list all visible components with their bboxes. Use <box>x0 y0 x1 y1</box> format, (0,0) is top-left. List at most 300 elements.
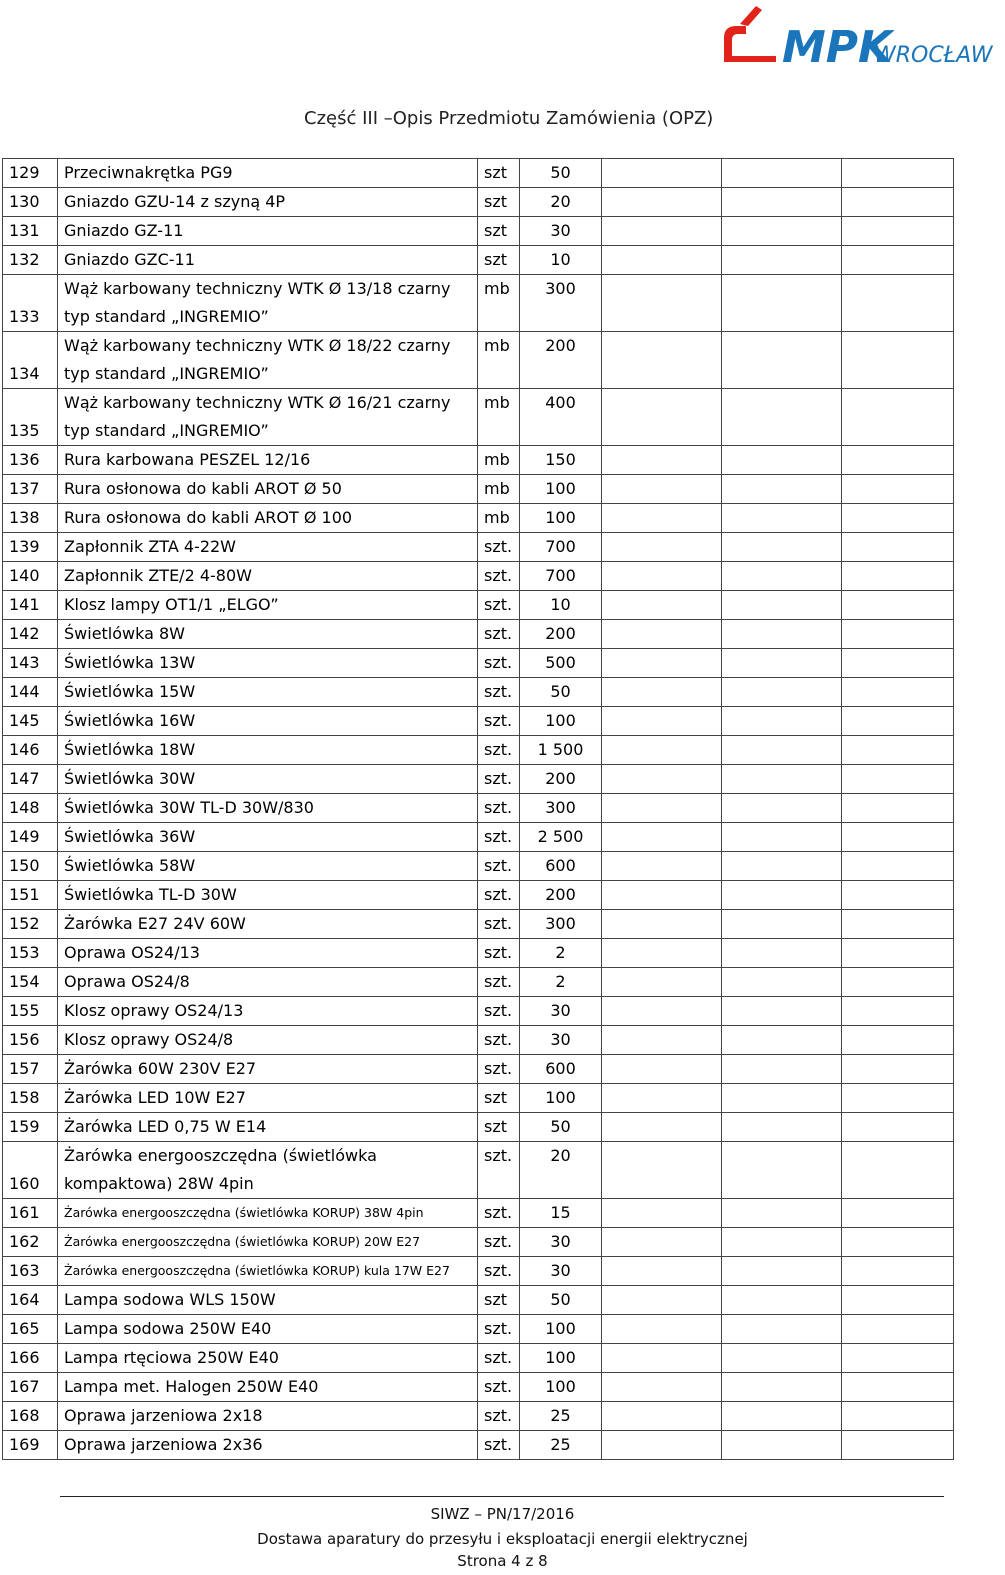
item-name-line: Oprawa OS24/13 <box>64 943 200 962</box>
item-name <box>58 1257 478 1286</box>
item-name-line: Zapłonnik ZTA 4-22W <box>64 537 236 556</box>
table-row <box>3 794 954 823</box>
table-row <box>3 997 954 1026</box>
item-name <box>58 649 478 678</box>
empty-cell <box>842 188 954 217</box>
item-quantity: 25 <box>520 1431 602 1460</box>
table-row <box>3 332 954 389</box>
empty-cell <box>602 1026 722 1055</box>
table-row <box>3 939 954 968</box>
item-name <box>58 1142 478 1199</box>
row-number: 138 <box>3 504 58 533</box>
item-name <box>58 1344 478 1373</box>
empty-cell <box>722 217 842 246</box>
empty-cell <box>602 1142 722 1199</box>
table-row <box>3 1228 954 1257</box>
empty-cell <box>842 736 954 765</box>
empty-cell <box>602 1228 722 1257</box>
empty-cell <box>722 997 842 1026</box>
table-row <box>3 765 954 794</box>
item-name <box>58 1113 478 1142</box>
item-unit: szt. <box>478 1315 520 1344</box>
item-quantity: 200 <box>520 620 602 649</box>
item-unit: szt <box>478 1084 520 1113</box>
item-name-line: Świetlówka 58W <box>64 856 196 875</box>
row-number: 169 <box>3 1431 58 1460</box>
table-row <box>3 188 954 217</box>
empty-cell <box>722 794 842 823</box>
item-unit: szt. <box>478 1431 520 1460</box>
item-name <box>58 794 478 823</box>
empty-cell <box>602 533 722 562</box>
item-quantity: 30 <box>520 1228 602 1257</box>
empty-cell <box>722 1084 842 1113</box>
item-unit: szt. <box>478 620 520 649</box>
item-name <box>58 1055 478 1084</box>
empty-cell <box>722 246 842 275</box>
item-name <box>58 275 478 332</box>
empty-cell <box>602 852 722 881</box>
table-row <box>3 1431 954 1460</box>
empty-cell <box>722 475 842 504</box>
table-row <box>3 736 954 765</box>
empty-cell <box>842 852 954 881</box>
item-name-line: Żarówka E27 24V 60W <box>64 914 246 933</box>
empty-cell <box>722 275 842 332</box>
item-quantity: 400 <box>520 389 602 446</box>
empty-cell <box>602 275 722 332</box>
empty-cell <box>722 1315 842 1344</box>
empty-cell <box>722 1142 842 1199</box>
item-quantity: 200 <box>520 765 602 794</box>
row-number: 131 <box>3 217 58 246</box>
item-name <box>58 1286 478 1315</box>
item-name-line: Świetlówka 18W <box>64 740 196 759</box>
item-name <box>58 332 478 389</box>
row-number: 162 <box>3 1228 58 1257</box>
item-quantity: 600 <box>520 852 602 881</box>
item-unit: szt. <box>478 1199 520 1228</box>
item-name-line: typ standard „INGREMIO” <box>64 364 269 383</box>
row-number: 165 <box>3 1315 58 1344</box>
empty-cell <box>602 794 722 823</box>
table-row <box>3 823 954 852</box>
item-name <box>58 997 478 1026</box>
table-row <box>3 1344 954 1373</box>
item-unit: szt. <box>478 997 520 1026</box>
empty-cell <box>602 504 722 533</box>
item-quantity: 100 <box>520 1315 602 1344</box>
empty-cell <box>602 910 722 939</box>
item-unit: szt. <box>478 1373 520 1402</box>
item-name <box>58 1315 478 1344</box>
empty-cell <box>602 620 722 649</box>
item-unit: mb <box>478 446 520 475</box>
item-unit: szt. <box>478 852 520 881</box>
empty-cell <box>722 1026 842 1055</box>
row-number: 133 <box>3 275 58 332</box>
item-unit: szt <box>478 159 520 188</box>
empty-cell <box>842 997 954 1026</box>
item-unit: szt. <box>478 562 520 591</box>
empty-cell <box>602 765 722 794</box>
table-row <box>3 649 954 678</box>
item-quantity: 100 <box>520 1084 602 1113</box>
item-name-line: Rura karbowana PESZEL 12/16 <box>64 450 311 469</box>
empty-cell <box>722 1199 842 1228</box>
empty-cell <box>842 475 954 504</box>
table-row <box>3 446 954 475</box>
row-number: 139 <box>3 533 58 562</box>
empty-cell <box>842 1402 954 1431</box>
empty-cell <box>722 1228 842 1257</box>
row-number: 167 <box>3 1373 58 1402</box>
item-name <box>58 246 478 275</box>
item-name-line: Wąż karbowany techniczny WTK Ø 18/22 czarny <box>64 336 451 355</box>
empty-cell <box>602 881 722 910</box>
table-row <box>3 159 954 188</box>
item-quantity: 150 <box>520 446 602 475</box>
row-number: 152 <box>3 910 58 939</box>
empty-cell <box>842 504 954 533</box>
item-name-line: Gniazdo GZC-11 <box>64 250 195 269</box>
table-row <box>3 591 954 620</box>
item-name <box>58 389 478 446</box>
empty-cell <box>602 332 722 389</box>
item-unit: szt <box>478 188 520 217</box>
empty-cell <box>842 1199 954 1228</box>
item-name-line: Zapłonnik ZTE/2 4-80W <box>64 566 252 585</box>
item-unit: szt. <box>478 939 520 968</box>
item-quantity: 2 <box>520 968 602 997</box>
item-unit: szt. <box>478 1402 520 1431</box>
empty-cell <box>842 389 954 446</box>
empty-cell <box>602 1113 722 1142</box>
empty-cell <box>842 678 954 707</box>
item-unit: szt. <box>478 1257 520 1286</box>
empty-cell <box>842 275 954 332</box>
empty-cell <box>722 159 842 188</box>
empty-cell <box>842 1228 954 1257</box>
item-name-line: Wąż karbowany techniczny WTK Ø 16/21 czarny <box>64 393 451 412</box>
table-row <box>3 1055 954 1084</box>
row-number: 168 <box>3 1402 58 1431</box>
row-number: 130 <box>3 188 58 217</box>
item-name-line: Żarówka energooszczędna (świetlówka KORUP) 20W E27 <box>64 1234 421 1249</box>
item-name-line: Świetlówka 30W TL-D 30W/830 <box>64 798 314 817</box>
item-unit: mb <box>478 275 520 332</box>
empty-cell <box>722 446 842 475</box>
footer-page-number: Strona 4 z 8 <box>457 1552 548 1570</box>
item-unit: mb <box>478 475 520 504</box>
item-unit: szt. <box>478 1055 520 1084</box>
empty-cell <box>602 823 722 852</box>
item-name-line: Klosz oprawy OS24/8 <box>64 1030 234 1049</box>
row-number: 137 <box>3 475 58 504</box>
empty-cell <box>722 1286 842 1315</box>
empty-cell <box>842 246 954 275</box>
item-unit: szt <box>478 246 520 275</box>
item-unit: mb <box>478 332 520 389</box>
empty-cell <box>722 910 842 939</box>
empty-cell <box>722 1402 842 1431</box>
item-quantity: 700 <box>520 533 602 562</box>
empty-cell <box>842 765 954 794</box>
empty-cell <box>722 823 842 852</box>
item-name <box>58 188 478 217</box>
empty-cell <box>842 159 954 188</box>
empty-cell <box>722 562 842 591</box>
empty-cell <box>842 1055 954 1084</box>
item-quantity: 100 <box>520 475 602 504</box>
empty-cell <box>722 188 842 217</box>
table-row <box>3 968 954 997</box>
item-unit: szt. <box>478 678 520 707</box>
empty-cell <box>602 707 722 736</box>
empty-cell <box>842 446 954 475</box>
empty-cell <box>842 794 954 823</box>
row-number: 146 <box>3 736 58 765</box>
empty-cell <box>842 1315 954 1344</box>
item-name-line: Świetlówka 16W <box>64 711 196 730</box>
empty-cell <box>602 159 722 188</box>
empty-cell <box>602 1257 722 1286</box>
empty-cell <box>842 939 954 968</box>
row-number: 145 <box>3 707 58 736</box>
empty-cell <box>602 591 722 620</box>
row-number: 158 <box>3 1084 58 1113</box>
empty-cell <box>842 968 954 997</box>
empty-cell <box>842 1257 954 1286</box>
item-quantity: 10 <box>520 246 602 275</box>
item-unit: szt. <box>478 910 520 939</box>
item-quantity: 10 <box>520 591 602 620</box>
item-name <box>58 852 478 881</box>
item-quantity: 200 <box>520 881 602 910</box>
item-name-line: Lampa met. Halogen 250W E40 <box>64 1377 319 1396</box>
table-row <box>3 475 954 504</box>
item-quantity: 50 <box>520 1286 602 1315</box>
item-name <box>58 939 478 968</box>
row-number: 142 <box>3 620 58 649</box>
item-name-line: kompaktowa) 28W 4pin <box>64 1174 254 1193</box>
table-row <box>3 389 954 446</box>
empty-cell <box>722 736 842 765</box>
item-quantity: 50 <box>520 1113 602 1142</box>
item-name-line: Żarówka energooszczędna (świetlówka <box>64 1146 377 1165</box>
empty-cell <box>722 939 842 968</box>
empty-cell <box>602 1286 722 1315</box>
empty-cell <box>842 881 954 910</box>
table-row <box>3 1402 954 1431</box>
table-row <box>3 620 954 649</box>
item-name-line: Świetlówka 36W <box>64 827 196 846</box>
empty-cell <box>602 939 722 968</box>
item-name-line: Gniazdo GZU-14 z szyną 4P <box>64 192 286 211</box>
row-number: 149 <box>3 823 58 852</box>
item-unit: szt. <box>478 649 520 678</box>
item-name-line: Lampa rtęciowa 250W E40 <box>64 1348 279 1367</box>
item-unit: szt. <box>478 794 520 823</box>
table-row <box>3 1199 954 1228</box>
footer-subject: Dostawa aparatury do przesyłu i eksploatacji energii elektrycznej <box>257 1530 748 1548</box>
item-name-line: Oprawa jarzeniowa 2x18 <box>64 1406 263 1425</box>
empty-cell <box>722 533 842 562</box>
item-name-line: Świetlówka 13W <box>64 653 196 672</box>
row-number: 143 <box>3 649 58 678</box>
row-number: 164 <box>3 1286 58 1315</box>
empty-cell <box>722 1055 842 1084</box>
empty-cell <box>602 446 722 475</box>
empty-cell <box>722 852 842 881</box>
item-quantity: 20 <box>520 1142 602 1199</box>
svg-text:WROCŁAW: WROCŁAW <box>874 43 993 68</box>
empty-cell <box>602 1344 722 1373</box>
empty-cell <box>722 881 842 910</box>
item-name <box>58 475 478 504</box>
empty-cell <box>722 389 842 446</box>
table-row <box>3 504 954 533</box>
item-name-line: Żarówka 60W 230V E27 <box>64 1059 257 1078</box>
item-name-line: Żarówka energooszczędna (świetlówka KORUP) 38W 4pin <box>64 1205 424 1220</box>
item-name-line: Oprawa OS24/8 <box>64 972 190 991</box>
item-name <box>58 707 478 736</box>
item-quantity: 25 <box>520 1402 602 1431</box>
empty-cell <box>722 1113 842 1142</box>
table-row <box>3 678 954 707</box>
item-quantity: 200 <box>520 332 602 389</box>
table-row <box>3 1286 954 1315</box>
row-number: 163 <box>3 1257 58 1286</box>
row-number: 134 <box>3 332 58 389</box>
item-name-line: Klosz oprawy OS24/13 <box>64 1001 244 1020</box>
item-name-line: Żarówka energooszczędna (świetlówka KORUP) kula 17W E27 <box>64 1263 450 1278</box>
row-number: 141 <box>3 591 58 620</box>
table-row <box>3 881 954 910</box>
row-number: 151 <box>3 881 58 910</box>
row-number: 148 <box>3 794 58 823</box>
row-number: 129 <box>3 159 58 188</box>
empty-cell <box>842 562 954 591</box>
empty-cell <box>722 1431 842 1460</box>
empty-cell <box>722 968 842 997</box>
empty-cell <box>842 217 954 246</box>
item-unit: szt. <box>478 1142 520 1199</box>
empty-cell <box>602 1199 722 1228</box>
row-number: 153 <box>3 939 58 968</box>
table-row <box>3 562 954 591</box>
empty-cell <box>602 1373 722 1402</box>
item-unit: szt. <box>478 591 520 620</box>
item-name <box>58 1402 478 1431</box>
item-quantity: 30 <box>520 997 602 1026</box>
empty-cell <box>602 968 722 997</box>
item-name-line: Świetlówka 8W <box>64 624 185 643</box>
item-quantity: 30 <box>520 217 602 246</box>
item-unit: szt. <box>478 1026 520 1055</box>
empty-cell <box>602 1431 722 1460</box>
table-row <box>3 1142 954 1199</box>
item-name <box>58 620 478 649</box>
table-row <box>3 246 954 275</box>
item-quantity: 100 <box>520 504 602 533</box>
empty-cell <box>602 188 722 217</box>
empty-cell <box>602 1055 722 1084</box>
row-number: 160 <box>3 1142 58 1199</box>
item-name-line: typ standard „INGREMIO” <box>64 307 269 326</box>
item-unit: mb <box>478 389 520 446</box>
item-name <box>58 217 478 246</box>
item-unit: szt. <box>478 881 520 910</box>
item-name <box>58 678 478 707</box>
item-name-line: Rura osłonowa do kabli AROT Ø 50 <box>64 479 342 498</box>
row-number: 161 <box>3 1199 58 1228</box>
item-name-line: Wąż karbowany techniczny WTK Ø 13/18 czarny <box>64 279 451 298</box>
item-name <box>58 591 478 620</box>
item-quantity: 50 <box>520 678 602 707</box>
empty-cell <box>602 1315 722 1344</box>
item-name-line: Gniazdo GZ-11 <box>64 221 184 240</box>
table-row <box>3 852 954 881</box>
footer-divider <box>60 1496 944 1497</box>
empty-cell <box>602 1084 722 1113</box>
table-row <box>3 1257 954 1286</box>
empty-cell <box>842 910 954 939</box>
item-name <box>58 1228 478 1257</box>
empty-cell <box>722 707 842 736</box>
item-name <box>58 1026 478 1055</box>
empty-cell <box>602 246 722 275</box>
item-quantity: 100 <box>520 707 602 736</box>
table-row <box>3 1084 954 1113</box>
empty-cell <box>722 591 842 620</box>
table-row <box>3 1113 954 1142</box>
table-row <box>3 533 954 562</box>
item-name-line: typ standard „INGREMIO” <box>64 421 269 440</box>
item-unit: szt <box>478 1286 520 1315</box>
empty-cell <box>602 678 722 707</box>
mpk-wroclaw-logo <box>716 4 993 73</box>
row-number: 159 <box>3 1113 58 1142</box>
item-name-line: Rura osłonowa do kabli AROT Ø 100 <box>64 508 353 527</box>
footer-reference: SIWZ – PN/17/2016 <box>430 1505 575 1523</box>
empty-cell <box>722 649 842 678</box>
item-quantity: 50 <box>520 159 602 188</box>
empty-cell <box>722 678 842 707</box>
table-row <box>3 275 954 332</box>
empty-cell <box>842 1431 954 1460</box>
item-quantity: 1 500 <box>520 736 602 765</box>
item-name <box>58 736 478 765</box>
item-unit: mb <box>478 504 520 533</box>
empty-cell <box>602 475 722 504</box>
item-name <box>58 446 478 475</box>
item-name-line: Przeciwnakrętka PG9 <box>64 163 233 182</box>
row-number: 140 <box>3 562 58 591</box>
empty-cell <box>842 1286 954 1315</box>
item-name <box>58 765 478 794</box>
item-quantity: 20 <box>520 188 602 217</box>
empty-cell <box>722 1344 842 1373</box>
empty-cell <box>842 1373 954 1402</box>
table-row <box>3 217 954 246</box>
item-unit: szt. <box>478 1228 520 1257</box>
empty-cell <box>842 1142 954 1199</box>
item-quantity: 700 <box>520 562 602 591</box>
item-quantity: 2 500 <box>520 823 602 852</box>
item-name <box>58 910 478 939</box>
row-number: 135 <box>3 389 58 446</box>
